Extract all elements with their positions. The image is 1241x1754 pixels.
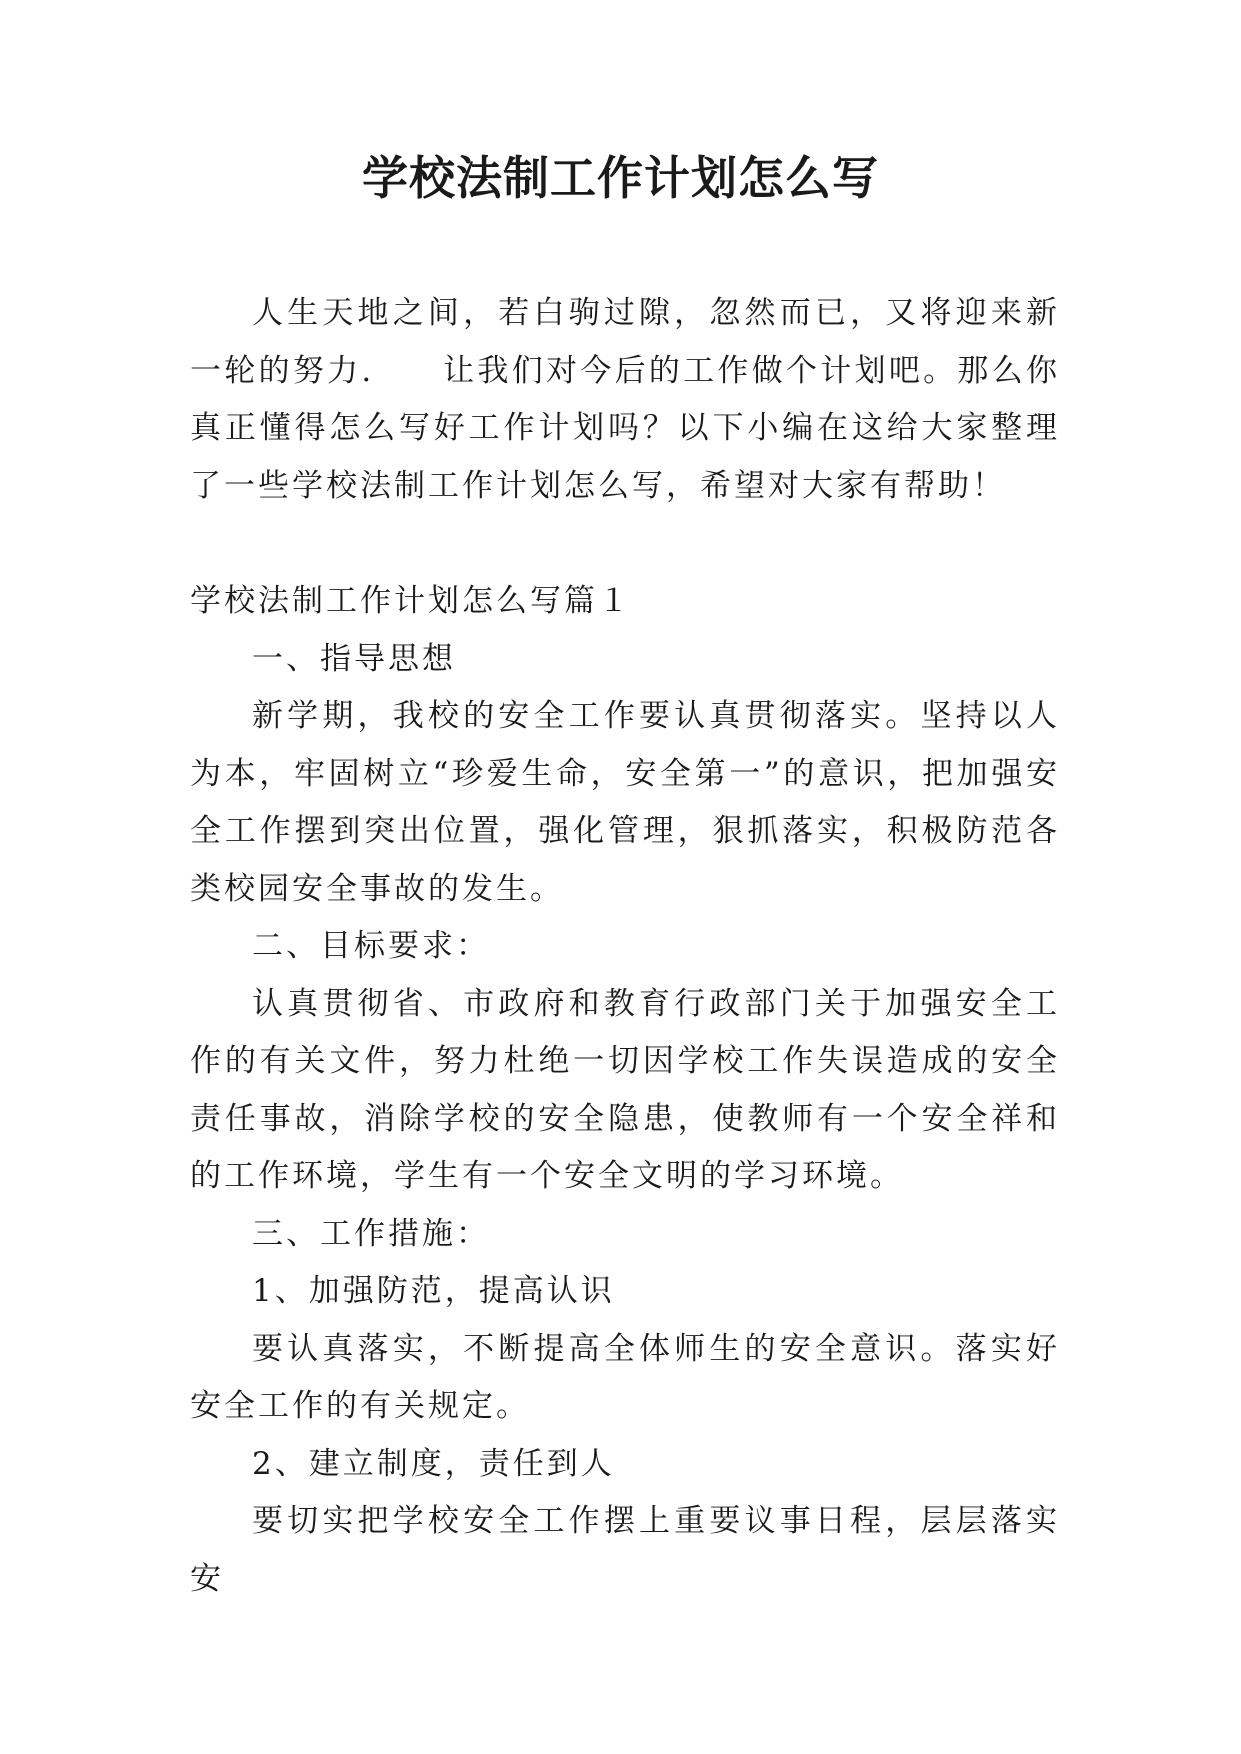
body-paragraph: 要认真落实，不断提高全体师生的安全意识。落实好安全工作的有关规定。 — [190, 1330, 1060, 1424]
heading-goals: 二、目标要求： — [252, 928, 490, 964]
heading-measures: 三、工作措施： — [252, 1215, 490, 1252]
heading-guiding-ideology: 一、指导思想 — [252, 640, 456, 677]
body-paragraph: 新学期，我校的安全工作要认真贯彻落实。坚持以人为本，牢固树立“珍爱生命，安全第一”的意识，把加强安全工作摆到突出位置，强化管理，狠抓落实，积极防范各类校园安全事故的发生。 — [190, 698, 1060, 907]
section-title: 学校法制工作计划怎么写篇１ — [190, 583, 632, 619]
body-paragraph: 认真贯彻省、市政府和教育行政部门关于加强安全工作的有关文件，努力杜绝一切因学校工作失误造成的安全责任事故，消除学校的安全隐患，使教师有一个安全祥和的工作环境，学生有一个安全文明的学习环境。 — [190, 985, 1060, 1194]
body-paragraph: 要切实把学校安全工作摆上重要议事日程，层层落实安 — [190, 1503, 1060, 1597]
document-body — [190, 285, 1060, 1608]
document-title: 学校法制工作计划怎么写 — [362, 151, 879, 205]
intro-paragraph: 人生天地之间，若白驹过隙，忽然而已，又将迎来新一轮的努力. 让我们对今后的工作做个计划吧。那么你真正懂得怎么写好工作计划吗？以下小编在这给大家整理了一些学校法制工作计划怎么写，希望对大家有帮助！ — [190, 295, 1060, 504]
subheading-prevention: 1、加强防范，提高认识 — [252, 1273, 615, 1309]
subheading-system: 2、建立制度，责任到人 — [252, 1445, 615, 1482]
